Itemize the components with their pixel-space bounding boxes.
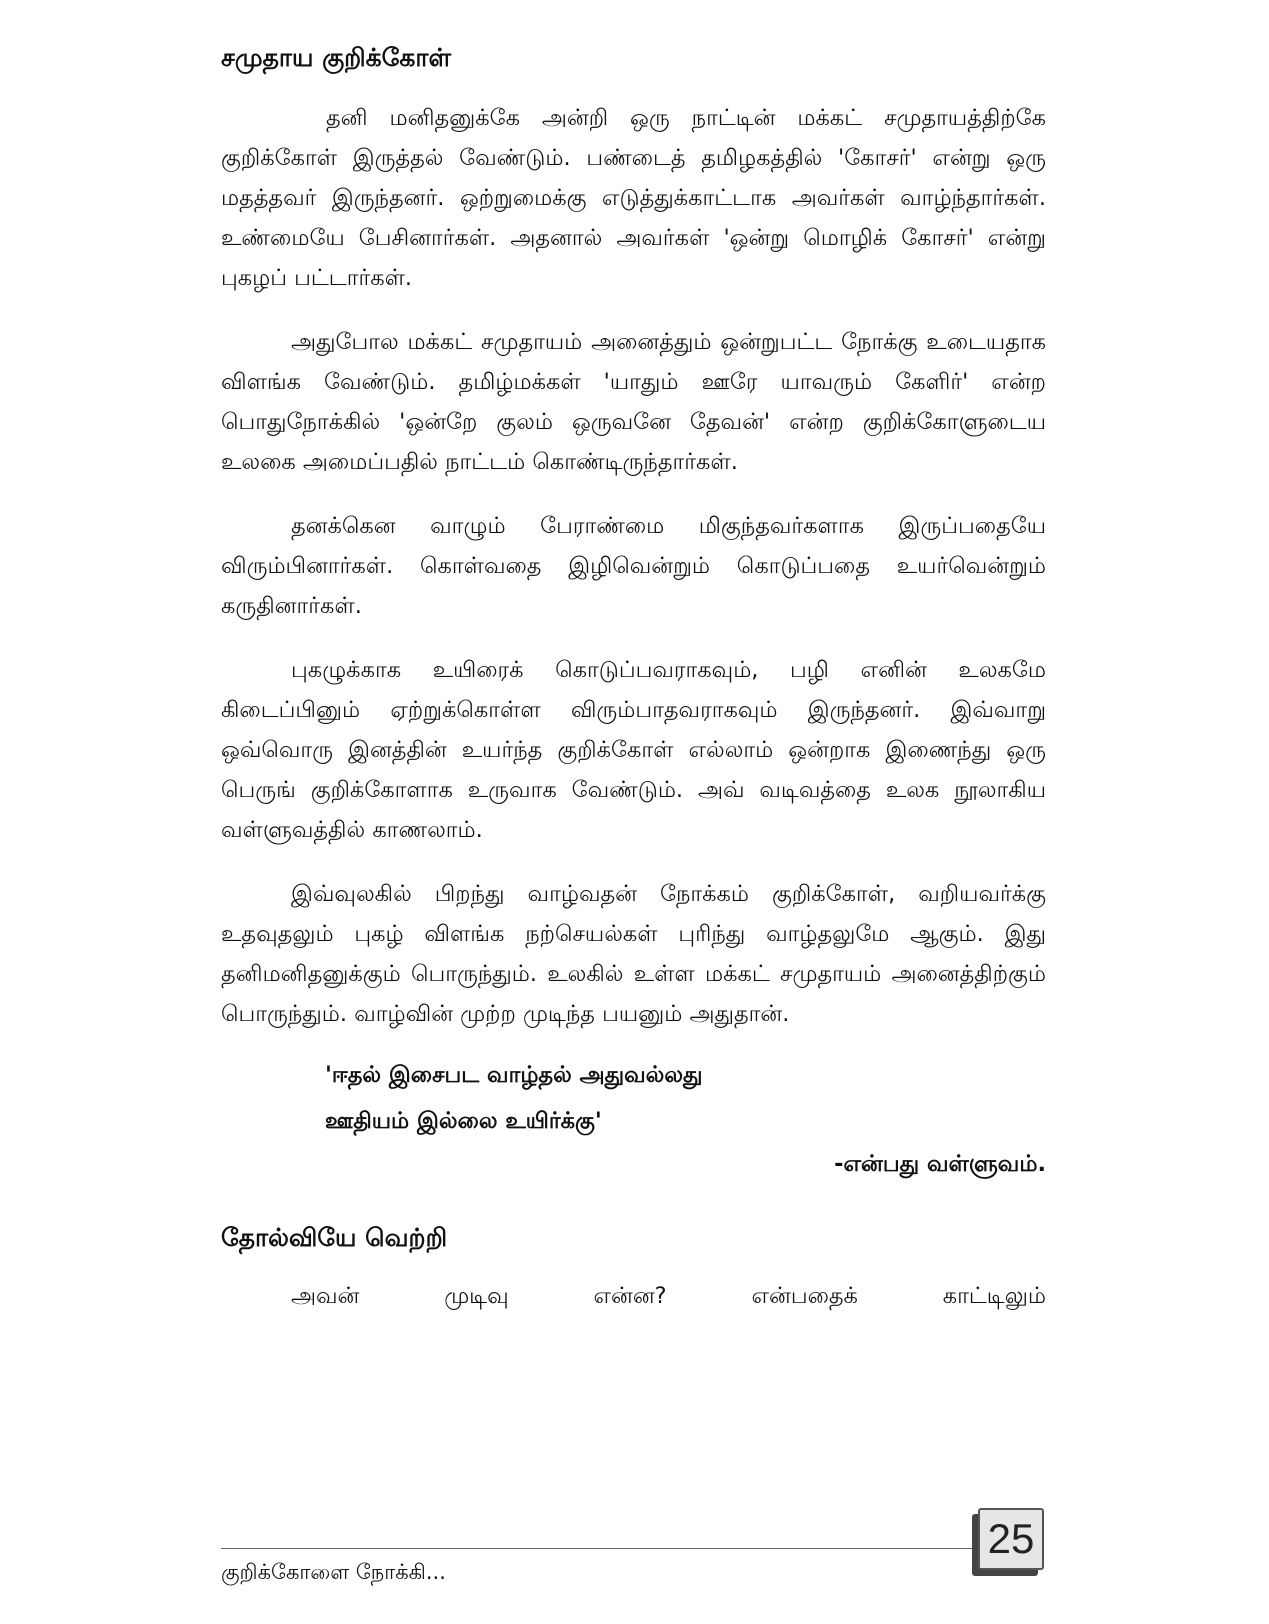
section-heading-2: தோல்வியே வெற்றி xyxy=(221,1223,448,1252)
section-heading: சமுதாய குறிக்கோள் xyxy=(221,43,452,72)
paragraph-2: அதுபோல மக்கட் சமுதாயம் அனைத்தும் ஒன்றுபட்ட நோக்கு உடையதாக விளங்க வேண்டும். தமிழ்மக்கள் 'யாதும் ஊரே யாவரும் கேளிர்' என்ற பொதுநோக்கில் 'ஒன்றே குலம் ஒருவனே தேவன்' என்ற குறிக்கோளுடைய உலகை அமைப்பதில் நாட்டம் கொண்டிருந்தார்கள். xyxy=(221,329,1046,475)
quote-line-2: ஊதியம் இல்லை உயிர்க்கு' xyxy=(325,1108,602,1134)
page-content xyxy=(221,38,1046,1316)
paragraph-6-start: அவன் முடிவு என்ன? என்பதைக் காட்டிலும் xyxy=(291,1283,1046,1309)
paragraph-5: இவ்வுலகில் பிறந்து வாழ்வதன் நோக்கம் குறிக்கோள், வறியவர்க்கு உதவுதலும் புகழ் விளங்க நற்செயல்கள் புரிந்து வாழ்தலுமே ஆகும். இது தனிமனிதனுக்கும் பொருந்தும். உலகில் உள்ள மக்கட் சமுதாயம் அனைத்திற்கும் பொருந்தும். வாழ்வின் முற்ற முடிந்த பயனும் அதுதான். xyxy=(221,881,1046,1027)
footer-rule xyxy=(221,1548,979,1549)
paragraph-3: தனக்கென வாழும் பேராண்மை மிகுந்தவர்களாக இருப்பதையே விரும்பினார்கள். கொள்வதை இழிவென்றும் கொடுப்பதை உயர்வென்றும் கருதினார்கள். xyxy=(221,513,1046,619)
page-number-box xyxy=(978,1508,1044,1570)
quote-attribution: -என்பது வள்ளுவம். xyxy=(834,1151,1046,1177)
running-title: குறிக்கோளை நோக்கி... xyxy=(221,1560,446,1584)
paragraph-4: புகழுக்காக உயிரைக் கொடுப்பவராகவும், பழி எனின் உலகமே கிடைப்பினும் ஏற்றுக்கொள்ள விரும்பாதவராகவும் இருந்தனர். இவ்வாறு ஒவ்வொரு இனத்தின் உயர்ந்த குறிக்கோள் எல்லாம் ஒன்றாக இணைந்து ஒரு பெருங் குறிக்கோளாக உருவாக வேண்டும். அவ் வடிவத்தை உலக நூலாகிய வள்ளுவத்தில் காணலாம். xyxy=(221,657,1046,843)
paragraph-1: தனி மனிதனுக்கே அன்றி ஒரு நாட்டின் மக்கட் சமுதாயத்திற்கே குறிக்கோள் இருத்தல் வேண்டும். பண்டைத் தமிழகத்தில் 'கோசர்' என்று ஒரு மதத்தவர் இருந்தனர். ஒற்றுமைக்கு எடுத்துக்காட்டாக அவர்கள் வாழ்ந்தார்கள். உண்மையே பேசினார்கள். அதனால் அவர்கள் 'ஒன்று மொழிக் கோசர்' என்று புகழப் பட்டார்கள். xyxy=(221,105,1046,291)
quote-line-1: 'ஈதல் இசைபட வாழ்தல் அதுவல்லது xyxy=(325,1062,703,1088)
kural-quote xyxy=(325,1052,1046,1144)
page-number: 25 xyxy=(987,1515,1035,1562)
